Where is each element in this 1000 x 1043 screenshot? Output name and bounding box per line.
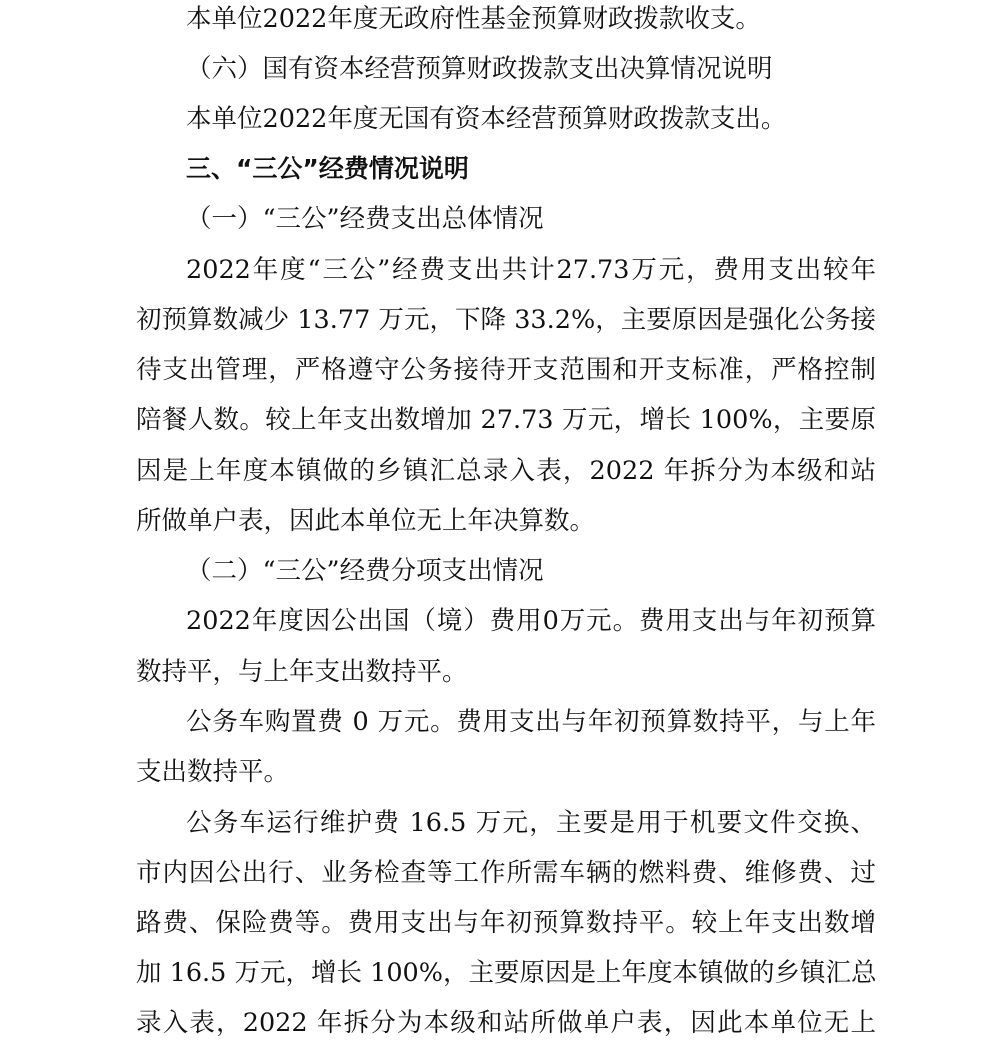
text-line: 录入表，2022 年拆分为本级和站所做单户表，因此本单位无上 [136, 1008, 876, 1038]
text-line: 初预算数减少 13.77 万元，下降 33.2%，主要原因是强化公务接 [136, 305, 876, 335]
text-line: 加 16.5 万元，增长 100%，主要原因是上年度本镇做的乡镇汇总 [136, 958, 877, 988]
section-subheading: （六）国有资本经营预算财政拨款支出决算情况说明 [186, 54, 773, 84]
text-line: 公务车购置费 0 万元。费用支出与年初预算数持平，与上年 [186, 707, 876, 737]
section-heading: 三、“三公”经费情况说明 [186, 154, 469, 183]
text-line: 2022年度“三公”经费支出共计27.73万元，费用支出较年 [186, 255, 876, 285]
text-line: 支出数持平。 [136, 757, 290, 787]
text-line: 所做单户表，因此本单位无上年决算数。 [136, 506, 596, 536]
text-line: 2022年度因公出国（境）费用0万元。费用支出与年初预算 [186, 606, 876, 636]
text-line: 本单位2022年度无国有资本经营预算财政拨款支出。 [186, 104, 787, 134]
text-line: 路费、保险费等。费用支出与年初预算数持平。较上年支出数增 [136, 908, 876, 938]
text-line: 市内因公出行、业务检查等工作所需车辆的燃料费、维修费、过 [136, 858, 876, 888]
text-line: 待支出管理，严格遵守公务接待开支范围和开支标准，严格控制 [136, 355, 876, 385]
text-line: 公务车运行维护费 16.5 万元，主要是用于机要文件交换、 [186, 808, 876, 838]
section-subheading: （二）“三公”经费分项支出情况 [186, 556, 544, 586]
text-line: 陪餐人数。较上年支出数增加 27.73 万元，增长 100%，主要原 [136, 405, 876, 435]
text-line: 数持平，与上年支出数持平。 [136, 657, 468, 687]
text-line: 因是上年度本镇做的乡镇汇总录入表，2022 年拆分为本级和站 [136, 456, 876, 486]
text-line: 本单位2022年度无政府性基金预算财政拨款收支。 [186, 4, 761, 34]
section-subheading: （一）“三公”经费支出总体情况 [186, 204, 544, 234]
